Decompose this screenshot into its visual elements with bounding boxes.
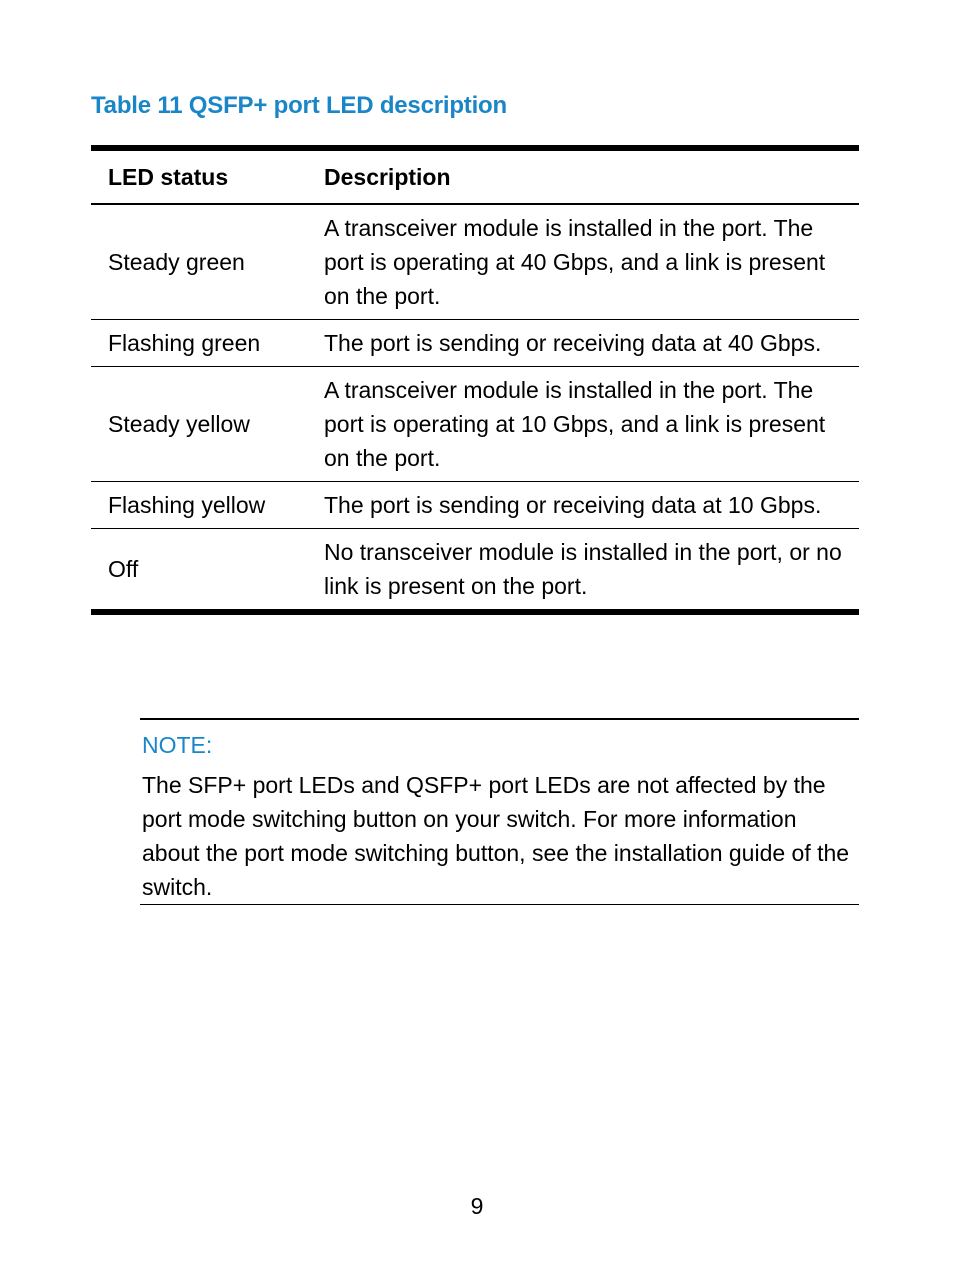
- description-cell: No transceiver module is installed in the port, or no link is present on the port.: [324, 539, 842, 599]
- note-text: The SFP+ port LEDs and QSFP+ port LEDs are not affected by the port mode switching button on your switch. For more information about the port mode switching button, see the installation guide of the switch.: [142, 772, 850, 900]
- table-row: [91, 367, 859, 482]
- description-cell: The port is sending or receiving data at 10 Gbps.: [307, 482, 859, 529]
- table-row: [91, 529, 859, 613]
- description-cell: A transceiver module is installed in the port. The port is operating at 40 Gbps, and a link is present on the port.: [307, 204, 859, 320]
- led-status-cell: Steady yellow: [91, 367, 307, 482]
- table-row: [91, 482, 859, 529]
- note-label: NOTE:: [142, 732, 213, 758]
- table-caption: Table 11 QSFP+ port LED description: [91, 92, 507, 119]
- led-status-cell: Steady green: [91, 204, 307, 320]
- note-box: [140, 718, 859, 905]
- led-status-cell: Flashing green: [91, 320, 307, 367]
- page-number: 9: [470, 1193, 484, 1219]
- led-status-cell: Flashing yellow: [91, 482, 307, 529]
- table-header-row: [91, 148, 859, 204]
- description-cell: The port is sending or receiving data at 40 Gbps.: [307, 320, 859, 367]
- table-row: [91, 204, 859, 320]
- led-description-table: [91, 145, 859, 615]
- led-status-cell: Off: [108, 556, 139, 582]
- table-row: [91, 320, 859, 367]
- column-header-led-status: LED status: [91, 148, 307, 204]
- description-cell: A transceiver module is installed in the port. The port is operating at 10 Gbps, and a link is present on the port.: [307, 367, 859, 482]
- column-header-description: Description: [307, 148, 859, 204]
